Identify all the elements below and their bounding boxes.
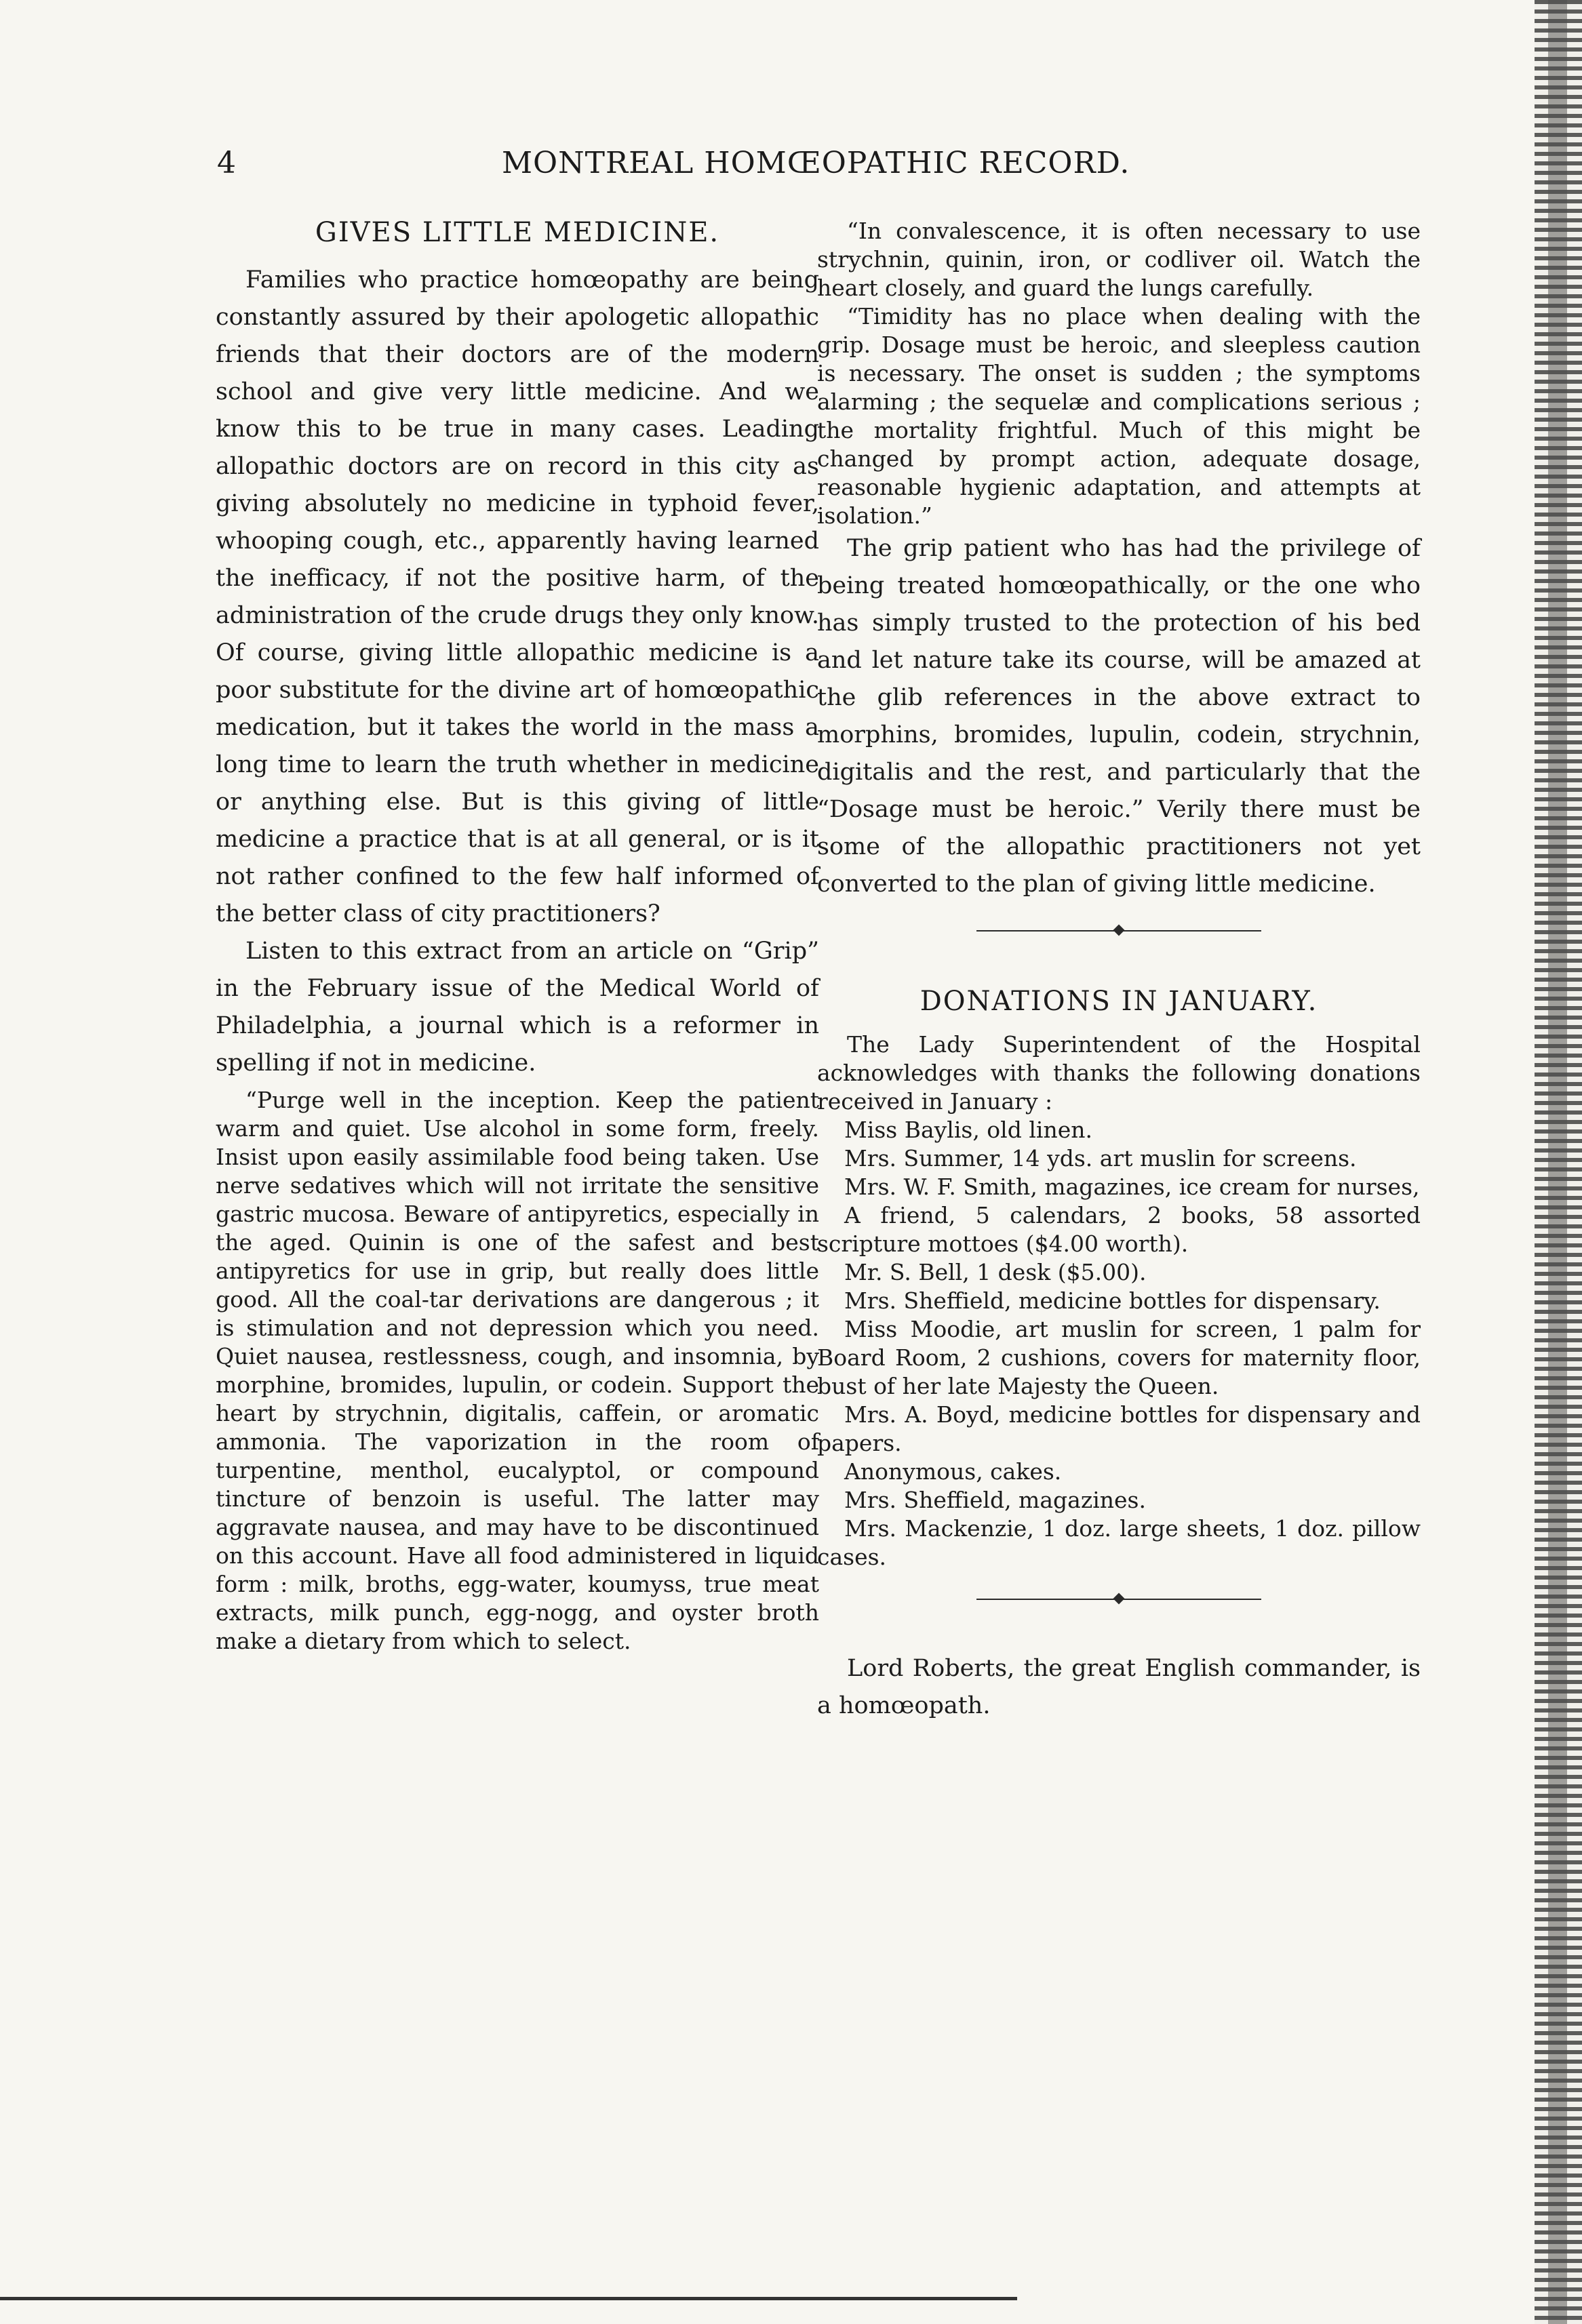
divider-diamond-icon <box>1113 925 1125 936</box>
section-divider <box>976 1589 1261 1609</box>
donation-item: Miss Moodie, art muslin for screen, 1 palm for Board Room, 2 cushions, covers for maternity floor, bust of her late Majesty the Queen. <box>817 1316 1421 1399</box>
donation-item: Mrs. Sheffield, magazines. <box>844 1487 1146 1513</box>
section-divider <box>976 921 1261 941</box>
right-column <box>817 217 1421 1725</box>
page-header <box>217 146 1153 193</box>
quote-paragraph: “Purge well in the inception. Keep the patient warm and quiet. Use alcohol in some form, freely. Insist upon easily assimilable food being taken. Use nerve sedatives which will not irritate the sensitive gastric mucosa. Beware of antipyretics, especially in the aged. Quinin is one of the safest and best antipyretics for use in grip, but really does little good. All the coal-tar derivations are dangerous ; it is stimulation and not depression which you need. Quiet nausea, restlessness, cough, and insomnia, by morphine, bromides, lupulin, or codein. Support the heart by strychnin, digitalis, caffein, or aromatic ammonia. The vaporization in the room of turpentine, menthol, eucalyptol, or compound tincture of benzoin is useful. The latter may aggravate nausea, and may have to be discontinued on this account. Have all food administered in liquid form : milk, broths, egg-water, koumyss, true meat extracts, milk punch, egg-nogg, and oyster broth make a dietary from which to select. <box>216 1087 819 1654</box>
donations-title: DONATIONS IN JANUARY. <box>919 986 1318 1017</box>
donation-item: Mrs. Summer, 14 yds. art muslin for screens. <box>844 1145 1357 1171</box>
page-number: 4 <box>217 146 237 180</box>
donation-item: Mr. S. Bell, 1 desk ($5.00). <box>844 1259 1147 1285</box>
running-title: MONTREAL HOMŒOPATHIC RECORD. <box>502 146 1130 180</box>
donation-item: Anonymous, cakes. <box>844 1458 1062 1485</box>
donation-item: A friend, 5 calendars, 2 books, 58 assorted scripture mottoes ($4.00 worth). <box>817 1202 1421 1257</box>
quote-paragraph: “In convalescence, it is often necessary to use strychnin, quinin, iron, or codliver oil. Watch the heart closely, and guard the lungs carefully. <box>817 218 1421 301</box>
article-title: GIVES LITTLE MEDICINE. <box>315 217 720 248</box>
left-column <box>216 217 819 1656</box>
closing-note: Lord Roberts, the great English commander, is a homœopath. <box>817 1655 1421 1719</box>
donation-item: Miss Baylis, old linen. <box>844 1117 1092 1143</box>
quote-paragraph: “Timidity has no place when dealing with the grip. Dosage must be heroic, and sleepless caution is necessary. The onset is sudden ; the symptoms alarming ; the sequelæ and complications serious ; the mortality frightful. Much of this might be changed by prompt action, adequate dosage, reasonable hygienic adaptation, and attempts at isolation.” <box>817 303 1421 529</box>
donation-item: Mrs. Sheffield, medicine bottles for dispensary. <box>844 1287 1381 1314</box>
donation-item: Mrs. Mackenzie, 1 doz. large sheets, 1 doz. pillow cases. <box>817 1515 1421 1570</box>
donation-item: Mrs. A. Boyd, medicine bottles for dispensary and papers. <box>817 1401 1421 1456</box>
donations-intro: The Lady Superintendent of the Hospital acknowledges with thanks the following donations received in January : <box>817 1031 1421 1115</box>
donations-list <box>817 1116 1421 1571</box>
donation-item: Mrs. W. F. Smith, magazines, ice cream for nurses, <box>844 1174 1420 1200</box>
page-bottom-rule <box>0 2297 1017 2300</box>
article-paragraph: Families who practice homœopathy are being constantly assured by their apologetic allopathic friends that their doctors are of the modern school and give very little medicine. And we know this to be true in many cases. Leading allopathic doctors are on record in this city as giving absolutely no medicine in typhoid fever, whooping cough, etc., apparently having learned the inefficacy, if not the positive harm, of the administration of the crude drugs they only know. Of course, giving little allopathic medicine is a poor substitute for the divine art of homœopathic medication, but it takes the world in the mass a long time to learn the truth whether in medicine or anything else. But is this giving of little medicine a practice that is at all general, or is it not rather confined to the few half informed of the better class of city practitioners? <box>216 266 819 927</box>
binding-edge <box>1535 0 1582 2324</box>
article-paragraph: Listen to this extract from an article on “Grip” in the February issue of the Medical World of Philadelphia, a journal which is a reformer in spelling if not in medicine. <box>216 938 819 1077</box>
article-closing-paragraph: The grip patient who has had the privilege of being treated homœopathically, or the one who has simply trusted to the protection of his bed and let nature take its course, will be amazed at the glib references in the above extract to morphins, bromides, lupulin, codein, strychnin, digitalis and the rest, and particularly that the “Dosage must be heroic.” Verily there must be some of the allopathic practitioners not yet converted to the plan of giving little medicine. <box>817 535 1421 898</box>
divider-diamond-icon <box>1113 1593 1125 1605</box>
